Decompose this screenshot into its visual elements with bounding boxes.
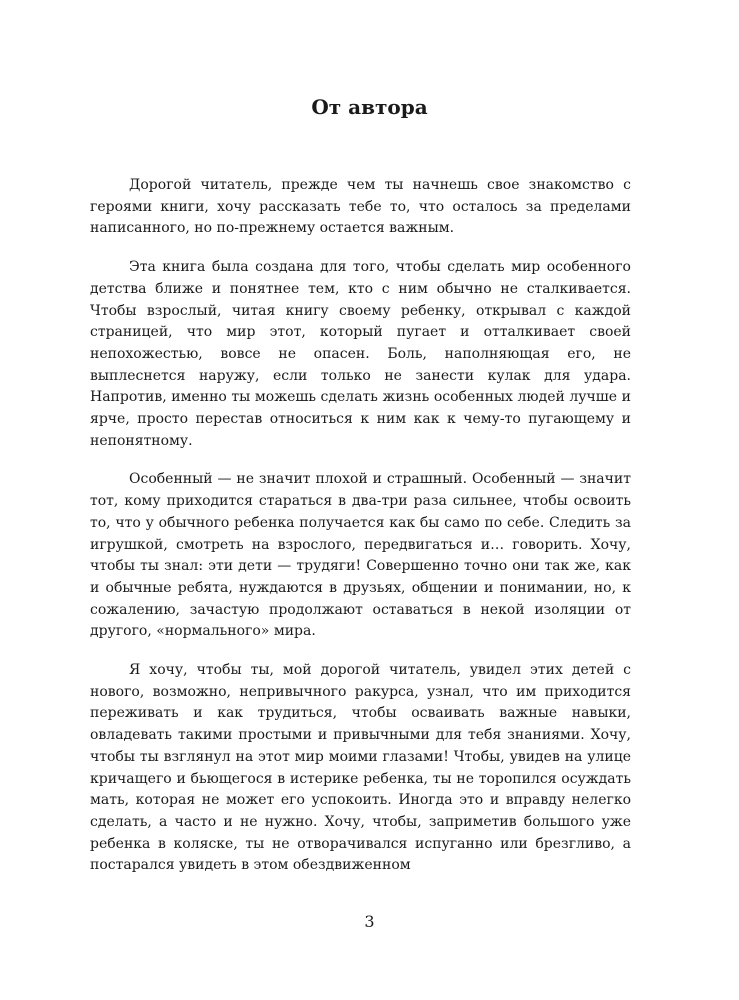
paragraph-3: Особенный — не значит плохой и страшный. Особенный — значит тот, кому приходится стараться в два-три раза сильнее, чтобы освоить то, что у обычного ребенка получается как бы само по себе. Следить за игрушкой, смотреть на взрослого, передвигаться и… говорить. Хочу, чтобы ты знал: эти дети — трудяги! Совершенно точно они так же, как и обычные ребята, нуждаются в друзьях, общении и понимании, но, к сожалению, зачастую продолжают оставаться в некой изоляции от другого, «нормального» мира. [90, 471, 631, 640]
chapter-title: От автора [311, 95, 428, 119]
body-text [90, 175, 631, 894]
paragraph-2: Эта книга была создана для того, чтобы сделать мир особенного детства ближе и понятнее тем, кто с ним обычно не сталкивается. Чтобы взрослый, читая книгу своему ребенку, открывал с каждой страницей, что мир этот, который пугает и отталкивает своей непохожестью, вовсе не опасен. Боль, наполняющая его, не выплеснется наружу, если только не занести кулак для удара. Напротив, именно ты можешь сделать жизнь особенных людей лучше и ярче, просто перестав относиться к ним как к чему-то пугающему и непонятному. [90, 259, 631, 449]
paragraph-1: Дорогой читатель, прежде чем ты начнешь свое знакомство с героями книги, хочу рассказать тебе то, что осталось за пределами написанного, но по-прежнему остается важным. [90, 177, 631, 237]
page-number: 3 [364, 912, 375, 931]
paragraph-4: Я хочу, чтобы ты, мой дорогой читатель, увидел этих детей с нового, возможно, непривычного ракурса, узнал, что им приходится переживать и как трудиться, чтобы осваивать важные навыки, овладевать такими простыми и привычными для тебя знаниями. Хочу, чтобы ты взглянул на этот мир моими глазами! Чтобы, увидев на улице кричащего и бьющегося в истерике ребенка, ты не торопился осуждать мать, которая не может его успокоить. Иногда это и вправду нелегко сделать, а часто и не нужно. Хочу, чтобы, заприметив большого уже ребенка в коляске, ты не отворачивался испуганно или брезгливо, а постарался увидеть в этом обездвиженном [90, 662, 631, 874]
